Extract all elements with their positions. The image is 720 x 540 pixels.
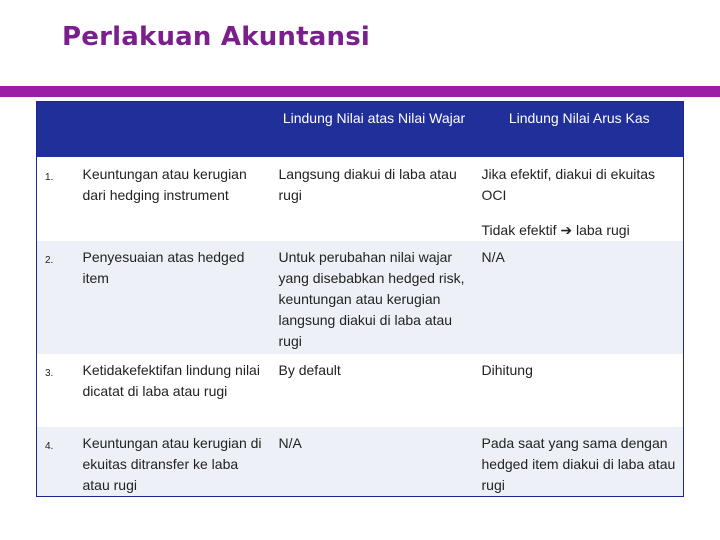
header-cash-flow: Lindung Nilai Arus Kas bbox=[508, 110, 650, 126]
row-number: 1. bbox=[45, 172, 54, 183]
cash-flow-effective: Jika efektif, diakui di ekuitas OCI bbox=[481, 166, 656, 203]
header-item bbox=[77, 102, 273, 158]
row-item: Keuntungan atau kerugian di ekuitas ditransfer ke laba atau rugi bbox=[82, 435, 262, 493]
table-header-row bbox=[37, 102, 684, 158]
row-fair-value: Langsung diakui di laba atau rugi bbox=[278, 166, 457, 203]
row-cash-flow: Dihitung bbox=[481, 362, 533, 378]
row-item: Keuntungan atau kerugian dari hedging instrument bbox=[82, 166, 247, 203]
row-number: 4. bbox=[45, 441, 54, 452]
table-row bbox=[37, 427, 684, 497]
row-item: Penyesuaian atas hedged item bbox=[82, 249, 245, 286]
row-fair-value: Untuk perubahan nilai wajar yang disebabkan hedged risk, keuntungan atau kerugian langsung diakui di laba atau rugi bbox=[278, 249, 465, 349]
page-title: Perlakuan Akuntansi bbox=[62, 22, 370, 52]
row-fair-value: N/A bbox=[278, 435, 302, 451]
row-cash-flow: Pada saat yang sama dengan hedged item diakui di laba atau rugi bbox=[481, 435, 676, 493]
row-cash-flow bbox=[476, 157, 684, 241]
accounting-table bbox=[36, 101, 684, 497]
arrow-right-icon: ➔ bbox=[560, 222, 573, 238]
title-divider bbox=[0, 86, 720, 97]
header-number bbox=[37, 102, 77, 158]
row-cash-flow: N/A bbox=[481, 249, 505, 265]
table-row bbox=[37, 354, 684, 427]
header-fair-value: Lindung Nilai atas Nilai Wajar bbox=[282, 110, 466, 126]
row-number: 3. bbox=[45, 368, 54, 379]
cash-flow-ineffective bbox=[482, 220, 680, 241]
row-fair-value: By default bbox=[278, 362, 341, 378]
row-number: 2. bbox=[45, 255, 54, 266]
ineffective-target: laba rugi bbox=[575, 222, 630, 238]
row-item: Ketidakefektifan lindung nilai dicatat di laba atau rugi bbox=[82, 362, 260, 399]
table-row bbox=[37, 241, 684, 354]
ineffective-label: Tidak efektif bbox=[481, 222, 557, 238]
table-row bbox=[37, 157, 684, 241]
